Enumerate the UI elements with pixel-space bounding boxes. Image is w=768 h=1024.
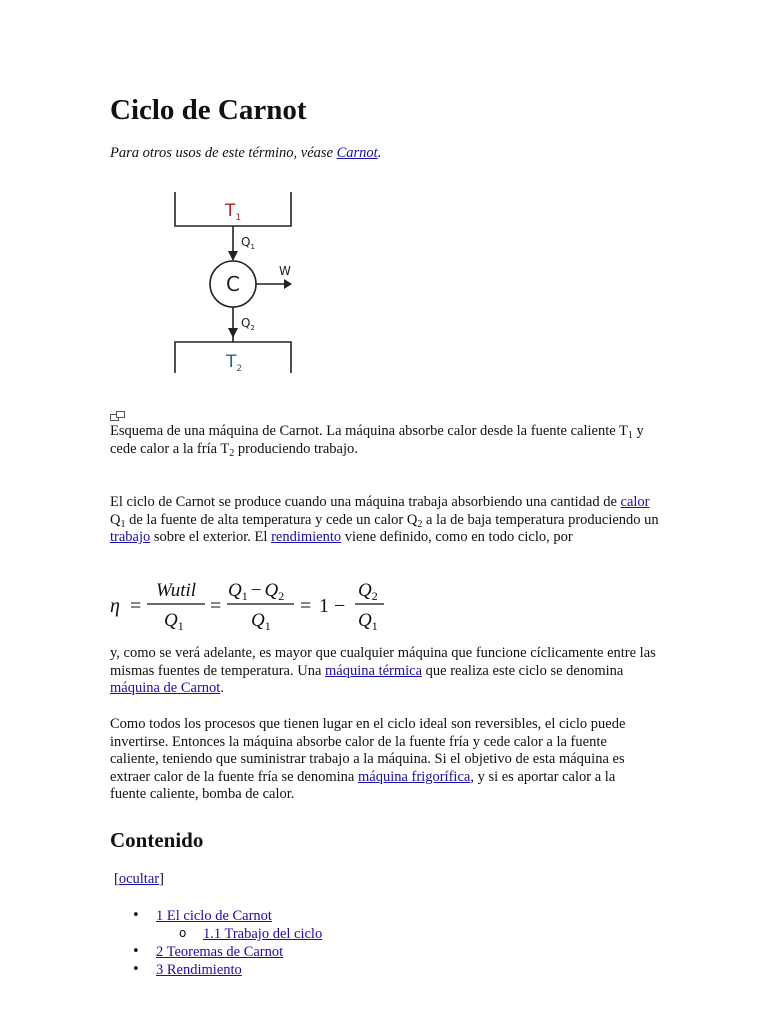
- paragraph-definition: El ciclo de Carnot se produce cuando una máquina trabaja absorbiendo una cantidad de calor $Q_1$ de la fuente de alta temperatura y cede un calor $Q_2$ a la de baja temperatura produciendo un trabajo sobre el exterior. El rendimiento viene definido, como en todo ciclo, por: [110, 494, 659, 546]
- maquina-de-carnot-link[interactable]: máquina de Carnot: [110, 680, 221, 697]
- disambiguation-note: [110, 145, 381, 163]
- carnot-link[interactable]: Carnot: [336, 145, 378, 161]
- calor-link[interactable]: calor: [620, 494, 650, 510]
- fraction1-denominator: $Q_1$: [164, 610, 184, 633]
- toc-link-rendimiento[interactable]: 3 Rendimiento: [156, 962, 242, 978]
- disambiguation-prefix: Para otros usos de este término, véase: [110, 145, 337, 161]
- hide-contents-link[interactable]: ocultar: [118, 871, 160, 887]
- fraction2-numerator: $Q_1 - Q_2$: [228, 580, 285, 603]
- efficiency-formula: [108, 572, 398, 634]
- minus-sign: −: [334, 595, 346, 617]
- one-term: 1: [319, 595, 329, 617]
- paragraph-efficiency: y, como se verá adelante, es mayor que cualquier máquina que funcione cíclicamente entre las mismas fuentes de temperatura. Una máquina térmica que realiza este ciclo se denomina máquina de Carnot.: [110, 645, 656, 697]
- image-caption: Esquema de una máquina de Carnot. La máquina absorbe calor desde la fuente caliente $T_1$ y cede calor a la fría $T_2$ produciendo trabajo.: [110, 423, 644, 459]
- maquina-termica-link[interactable]: máquina térmica: [325, 662, 423, 679]
- q2-label: $Q_2$: [241, 316, 255, 332]
- paragraph-reversible: Como todos los procesos que tienen lugar en el ciclo ideal son reversibles, el ciclo puede invertirse. Entonces la máquina absorbe calor de la fuente fría y cede calor a la fuente caliente, teniendo que suministrar trabajo a la máquina. Si el objetivo de esta máquina es extraer calor de la fuente fría se denomina máquina frigorífica, y si es aportar calor a la fuente caliente, bomba de calor.: [110, 716, 626, 803]
- table-of-contents: [132, 907, 323, 979]
- carnot-engine-diagram: [170, 190, 300, 380]
- hot-temperature-label: $T_1$: [225, 201, 242, 223]
- contents-heading: Contenido: [110, 828, 204, 852]
- q2-arrowhead: [228, 328, 238, 338]
- toc-link-teoremas[interactable]: 2 Teoremas de Carnot: [156, 944, 284, 960]
- equals-sign-1: =: [130, 595, 142, 617]
- equals-sign-2: =: [210, 595, 222, 617]
- fraction1-numerator: Wutil: [155, 580, 197, 601]
- q1-arrowhead: [228, 251, 238, 261]
- contents-toggle: [ocultar]: [114, 871, 164, 887]
- toc-item: [132, 907, 322, 925]
- disambiguation-suffix: .: [377, 145, 382, 161]
- cold-temperature-label: $T_2$: [226, 352, 243, 374]
- toc-item: [132, 961, 322, 979]
- toc-item: [132, 943, 322, 961]
- page-title: Ciclo de Carnot: [110, 94, 307, 126]
- engine-label: C: [226, 272, 240, 296]
- bullet-icon: •: [132, 962, 140, 977]
- trabajo-link[interactable]: trabajo: [110, 529, 151, 546]
- toc-link-ciclo[interactable]: 1 El ciclo de Carnot: [156, 908, 272, 924]
- eta-symbol: η: [110, 595, 120, 617]
- work-label: W: [279, 264, 291, 278]
- toc-link-trabajo[interactable]: 1.1 Trabajo del ciclo: [203, 926, 323, 942]
- toc-subitem: [156, 925, 322, 943]
- equals-sign-3: =: [300, 595, 312, 617]
- enlarge-icon[interactable]: [110, 410, 126, 422]
- bullet-icon: •: [132, 908, 140, 923]
- bullet-icon: •: [132, 944, 140, 959]
- rendimiento-link[interactable]: rendimiento: [271, 529, 342, 546]
- q1-label: $Q_1$: [241, 235, 255, 251]
- work-arrowhead: [284, 279, 292, 289]
- circle-bullet-icon: o: [179, 926, 187, 940]
- fraction2-denominator: $Q_1$: [251, 610, 271, 633]
- fraction3-denominator: $Q_1$: [358, 610, 378, 633]
- maquina-frigorifica-link[interactable]: máquina frigorífica: [357, 768, 471, 785]
- fraction3-numerator: $Q_2$: [358, 580, 378, 603]
